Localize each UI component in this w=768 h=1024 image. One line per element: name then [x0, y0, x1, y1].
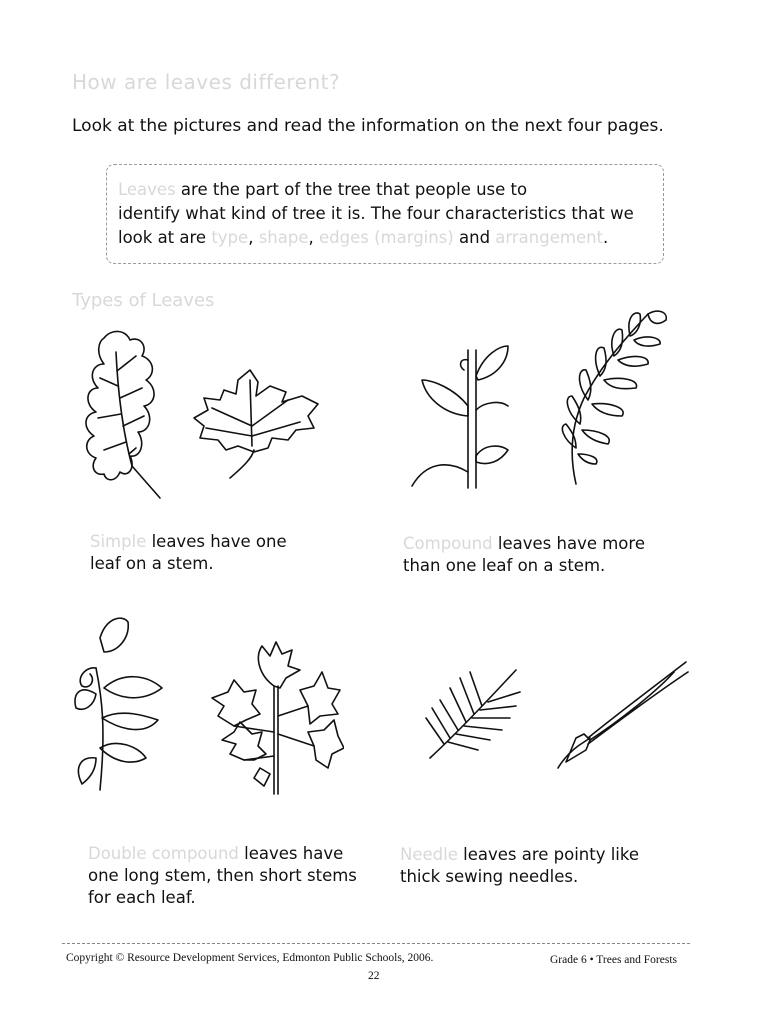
caption-simple: Simple leaves have one leaf on a stem. [90, 532, 287, 573]
term-edges: edges (margins) [318, 228, 454, 247]
vine-leaf-illustration [66, 608, 176, 796]
caption-compound: Compound leaves have more than one leaf on a stem. [403, 534, 645, 575]
fern-needle-illustration [418, 660, 524, 770]
term-shape: shape [258, 228, 309, 247]
term-double-compound: Double compound [88, 844, 239, 863]
definition-text: Leaves are the part of the tree that people use to identify what kind of tree it is. The four characteristics that we look at are type, shape, edges (margins) and arrangement. [118, 180, 634, 247]
footer-copyright: Copyright © Resource Development Services, Edmonton Public Schools, 2006. [66, 952, 434, 964]
double-compound-leaf-illustration [204, 636, 344, 800]
footer-divider [62, 943, 690, 944]
page-title: How are leaves different? [72, 70, 341, 94]
pine-needle-illustration [550, 658, 692, 772]
compound-leaf-illustration [408, 340, 516, 492]
pinnate-compound-leaf-illustration [530, 308, 676, 490]
caption-double-compound: Double compound leaves have one long stem, then short stems for each leaf. [88, 844, 357, 907]
caption-needle: Needle leaves are pointy like thick sewing needles. [400, 845, 640, 886]
intro-text: Look at the pictures and read the information on the next four pages. [72, 116, 664, 136]
page-number: 22 [368, 970, 380, 982]
term-needle: Needle [400, 845, 458, 864]
term-simple: Simple [90, 532, 147, 551]
term-arrangement: arrangement [495, 228, 604, 247]
term-compound: Compound [403, 534, 493, 553]
term-leaves: Leaves [118, 180, 176, 199]
footer-course: Grade 6 • Trees and Forests [550, 954, 677, 966]
section-heading: Types of Leaves [72, 290, 215, 311]
term-type: type [211, 228, 249, 247]
maple-leaf-illustration [190, 366, 324, 482]
oak-leaf-illustration [76, 326, 172, 504]
